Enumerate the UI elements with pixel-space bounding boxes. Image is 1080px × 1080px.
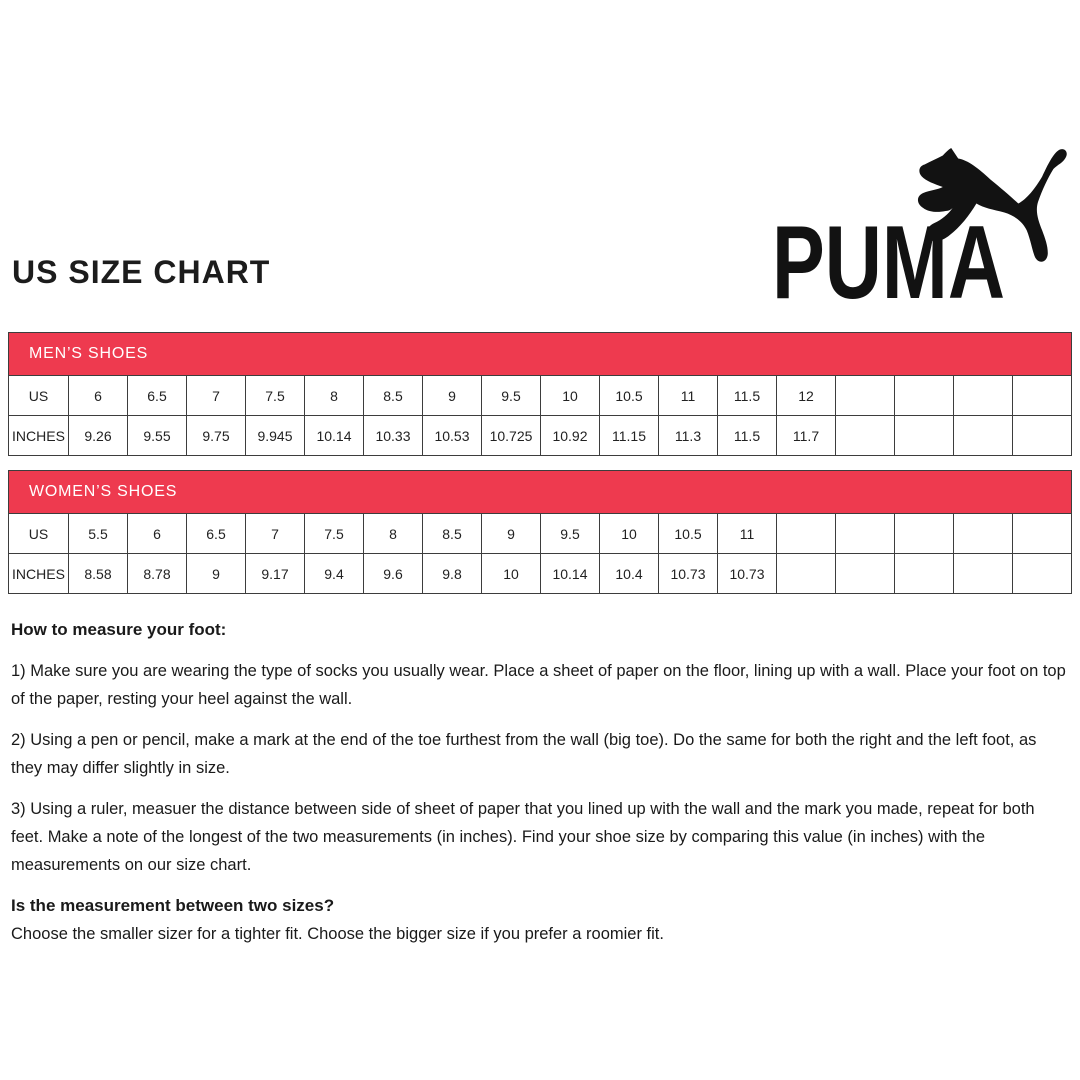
size-cell: 11 — [718, 514, 777, 554]
size-cell: 9.5 — [482, 376, 541, 416]
size-cell: 10.73 — [718, 554, 777, 594]
size-cell — [1013, 554, 1072, 594]
size-cell: 9.55 — [128, 416, 187, 456]
mens-size-table — [8, 332, 1072, 456]
size-cell: 9 — [482, 514, 541, 554]
instruction-step-1: 1) Make sure you are wearing the type of socks you usually wear. Place a sheet of paper on the floor, lining up with a wall. Place your foot on top of the paper, resting your heel against the wall. — [11, 662, 1066, 708]
size-cell: 11.3 — [659, 416, 718, 456]
size-cell — [836, 376, 895, 416]
size-row — [9, 416, 1072, 456]
instructions-heading: How to measure your foot: — [11, 620, 227, 639]
size-cell: 8.78 — [128, 554, 187, 594]
size-cell: 9.26 — [69, 416, 128, 456]
size-cell: 10.5 — [659, 514, 718, 554]
mens-shoes-header: MEN’S SHOES — [9, 333, 1072, 376]
table-header-row — [9, 333, 1072, 376]
size-cell: 11.5 — [718, 376, 777, 416]
size-cell — [836, 514, 895, 554]
size-cell: 9.6 — [364, 554, 423, 594]
size-row — [9, 554, 1072, 594]
size-cell — [1013, 376, 1072, 416]
size-cell: 9.945 — [246, 416, 305, 456]
puma-logo — [770, 138, 1070, 306]
size-cell: 11.15 — [600, 416, 659, 456]
size-cell: 9 — [423, 376, 482, 416]
size-cell: 9.17 — [246, 554, 305, 594]
womens-shoes-header: WOMEN’S SHOES — [9, 471, 1072, 514]
size-cell: 8 — [364, 514, 423, 554]
size-cell — [836, 554, 895, 594]
row-label: INCHES — [9, 416, 69, 456]
size-cell — [954, 416, 1013, 456]
size-cell: 7.5 — [246, 376, 305, 416]
puma-logo-graphic — [770, 138, 1070, 306]
size-cell — [836, 416, 895, 456]
size-cell: 5.5 — [69, 514, 128, 554]
size-cell: 10.14 — [541, 554, 600, 594]
size-cell: 7 — [187, 376, 246, 416]
row-label: US — [9, 376, 69, 416]
size-cell: 10 — [541, 376, 600, 416]
size-cell: 7.5 — [305, 514, 364, 554]
size-cell — [895, 376, 954, 416]
size-cell: 10.725 — [482, 416, 541, 456]
size-cell: 8 — [305, 376, 364, 416]
row-label: INCHES — [9, 554, 69, 594]
size-cell: 10.92 — [541, 416, 600, 456]
size-cell: 9.5 — [541, 514, 600, 554]
size-cell: 10.14 — [305, 416, 364, 456]
size-cell: 11 — [659, 376, 718, 416]
size-cell: 9.8 — [423, 554, 482, 594]
size-cell: 6.5 — [187, 514, 246, 554]
size-cell — [1013, 514, 1072, 554]
size-cell: 10.5 — [600, 376, 659, 416]
size-cell: 8.5 — [364, 376, 423, 416]
size-row — [9, 514, 1072, 554]
size-cell — [954, 554, 1013, 594]
page-title: US SIZE CHART — [12, 254, 271, 290]
size-cell: 10 — [482, 554, 541, 594]
size-cell: 10 — [600, 514, 659, 554]
size-row — [9, 376, 1072, 416]
size-cell: 10.73 — [659, 554, 718, 594]
size-cell: 10.4 — [600, 554, 659, 594]
size-cell: 11.5 — [718, 416, 777, 456]
measuring-instructions — [11, 616, 1069, 948]
between-sizes-heading: Is the measurement between two sizes? — [11, 896, 335, 915]
size-cell: 11.7 — [777, 416, 836, 456]
instruction-step-3: 3) Using a ruler, measuer the distance between side of sheet of paper that you lined up with the wall and the mark you made, repeat for both feet. Make a note of the longest of the two measurements (in inches). Find your shoe size by comparing this value (in inches) with the measurements on our size chart. — [11, 800, 1035, 874]
size-cell: 9.75 — [187, 416, 246, 456]
size-cell — [777, 514, 836, 554]
size-cell: 6.5 — [128, 376, 187, 416]
table-header-row — [9, 471, 1072, 514]
instruction-step-2: 2) Using a pen or pencil, make a mark at the end of the toe furthest from the wall (big toe). Do the same for both the right and the left foot, as they may differ slightly in size. — [11, 731, 1037, 777]
size-cell: 10.33 — [364, 416, 423, 456]
size-cell: 6 — [69, 376, 128, 416]
womens-size-table — [8, 470, 1072, 594]
size-cell — [777, 554, 836, 594]
size-cell — [954, 514, 1013, 554]
size-cell — [1013, 416, 1072, 456]
row-label: US — [9, 514, 69, 554]
size-cell: 10.53 — [423, 416, 482, 456]
size-cell: 9 — [187, 554, 246, 594]
size-cell — [895, 514, 954, 554]
size-cell: 12 — [777, 376, 836, 416]
size-cell: 7 — [246, 514, 305, 554]
size-cell — [895, 416, 954, 456]
size-cell: 8.58 — [69, 554, 128, 594]
between-sizes-answer: Choose the smaller sizer for a tighter fit. Choose the bigger size if you prefer a roomier fit. — [11, 925, 664, 943]
size-cell: 8.5 — [423, 514, 482, 554]
size-cell — [895, 554, 954, 594]
size-cell: 9.4 — [305, 554, 364, 594]
size-cell — [954, 376, 1013, 416]
size-cell: 6 — [128, 514, 187, 554]
puma-wordmark: PUMA — [772, 205, 1005, 306]
